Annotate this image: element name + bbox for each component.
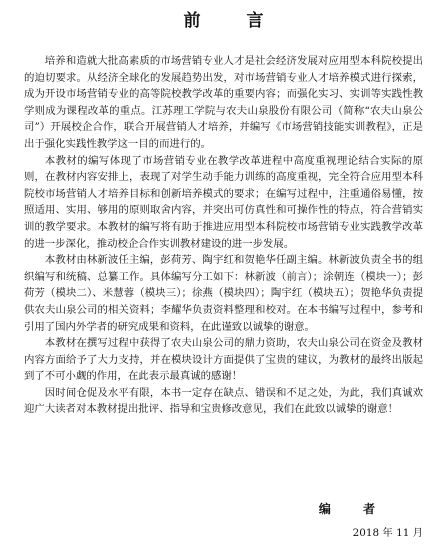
paragraph-3: 本教材由林新波任主编，彭荷芳、陶宇红和贺艳华任副主编。林新波负责全书的组织编写和统稿、总纂工作。具体编写分工如下：林新波（前言）；涂朝连（模块一）；彭荷芳（模块二）、米慧蓉（模块三）；徐燕（模块四）；陶宇红（模块五）；贺艳华负责提供农夫山泉公司的相关资料；李耀华负责资料整理和校对。在本书编写过程中，参考和引用了国内外学者的研究成果和资料，在此谨致以诚挚的谢意。 (24, 254, 423, 333)
paragraph-1: 培养和造就大批高素质的市场营销专业人才是社会经济发展对应用型本科院校提出的迫切要求。从经济全球化的发展趋势出发，对市场营销专业人才培养模式进行探索，成为开设市场营销专业的高等院校教学改革的重要内容；而强化实习、实训等实践性教学则成为课程改革的重点。江苏理工学院与农夫山泉股份有限公司（简称“农夫山泉公司”）开展校企合作，联合开展营销人才培养，并编写《市场营销技能实训教程》，正是出于强化实践性教学这一目的而进行的。 (24, 55, 423, 150)
paragraph-5: 因时间仓促及水平有限，本书一定存在缺点、错误和不足之处，为此，我们真诚欢迎广大读者对本教材提出批评、指导和宝贵修改意见，我们在此致以诚挚的谢意！ (24, 386, 423, 416)
page-title: 前 言 (183, 11, 284, 31)
signature: 编 者 (318, 502, 389, 516)
paragraph-2: 本教材的编写体现了市场营销专业在教学改革进程中高度重视理论结合实际的原则，在教材内容安排上，表现了对学生动手能力训练的高度重视，完全符合应用型本科院校市场营销人才培养目标和创新培养模式的要求；在编写过程中，注重通俗易懂，按照适用、实用、够用的原则取舍内容，并突出可仿真性和可操作性的特点，符合营销实训的教学要求。本教材的编写将有助于推进应用型本科院校市场营销专业实践教学改革的进一步深化，推动校企合作实训教材建设的进一步发展。 (24, 154, 423, 250)
date: 2018 年 11 月 (352, 527, 423, 539)
paragraph-4: 本教材在撰写过程中获得了农夫山泉公司的鼎力资助，农夫山泉公司在资金及教材内容方面给予了大力支持，并在模块设计方面提供了宝贵的建议，为教材的最终出版起到了不可小觑的作用，在此表示最真诚的感谢！ (24, 337, 423, 383)
